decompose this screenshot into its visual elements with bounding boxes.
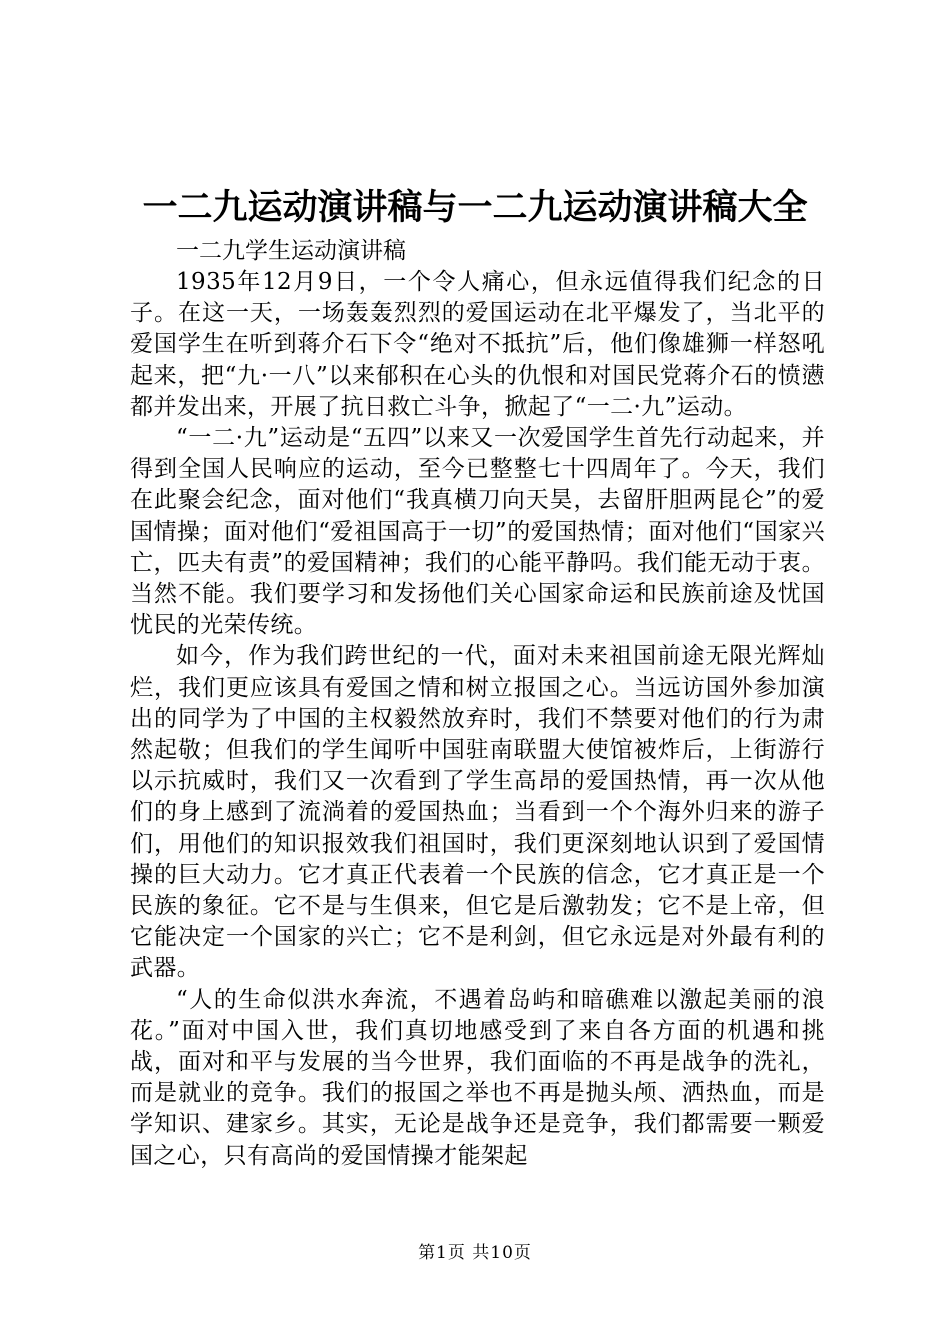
paragraph-4: “人的生命似洪水奔流，不遇着岛屿和暗礁难以激起美丽的浪花。”面对中国入世，我们真切地感受到了来自各方面的机遇和挑战，面对和平与发展的当今世界，我们面临的不再是战争的洗礼，而是就业的竞争。我们的报国之举也不再是抛头颅、洒热血，而是学知识、建家乡。其实，无论是战争还是竞争，我们都需要一颗爱国之心，只有高尚的爱国情操才能架起	[130, 986, 825, 1169]
paragraph-3: 如今，作为我们跨世纪的一代，面对未来祖国前途无限光辉灿烂，我们更应该具有爱国之情和树立报国之心。当远访国外参加演出的同学为了中国的主权毅然放弃时，我们不禁要对他们的行为肃然起敬；但我们的学生闻听中国驻南联盟大使馆被炸后，上街游行以示抗威时，我们又一次看到了学生高昂的爱国热情，再一次从他们的身上感到了流淌着的爱国热血；当看到一个个海外归来的游子们，用他们的知识报效我们祖国时，我们更深刻地认识到了爱国情操的巨大动力。它才真正代表着一个民族的信念，它才真正是一个民族的象征。它不是与生俱来，但它是后激勃发；它不是上帝，但它能决定一个国家的兴亡；它不是利剑，但它永远是对外最有利的武器。	[130, 643, 825, 982]
document-title: 一二九运动演讲稿与一二九运动演讲稿大全	[142, 187, 808, 228]
document-body	[130, 236, 825, 1172]
paragraph-2: “一二·九”运动是“五四”以来又一次爱国学生首先行动起来，并得到全国人民响应的运动，至今已整整七十四周年了。今天，我们在此聚会纪念，面对他们“我真横刀向天昊，去留肝胆两昆仑”的爱国情操；面对他们“爱祖国高于一切”的爱国热情；面对他们“国家兴亡，匹夫有责”的爱国精神；我们的心能平静吗。我们能无动于衷。当然不能。我们要学习和发扬他们关心国家命运和民族前途及忧国忧民的光荣传统。	[130, 425, 825, 639]
document-subtitle: 一二九学生运动演讲稿	[176, 238, 406, 264]
paragraph-1: 1935年12月9日，一个令人痛心，但永远值得我们纪念的日子。在这一天，一场轰轰烈烈的爱国运动在北平爆发了，当北平的爱国学生在听到蒋介石下令“绝对不抵抗”后，他们像雄狮一样怒吼起来，把“九·一八”以来郁积在心头的仇恨和对国民党蒋介石的愤懑都并发出来，开展了抗日救亡斗争，掀起了“一二·九”运动。	[130, 269, 825, 420]
page-number-footer: 第1页 共10页	[418, 1243, 532, 1263]
